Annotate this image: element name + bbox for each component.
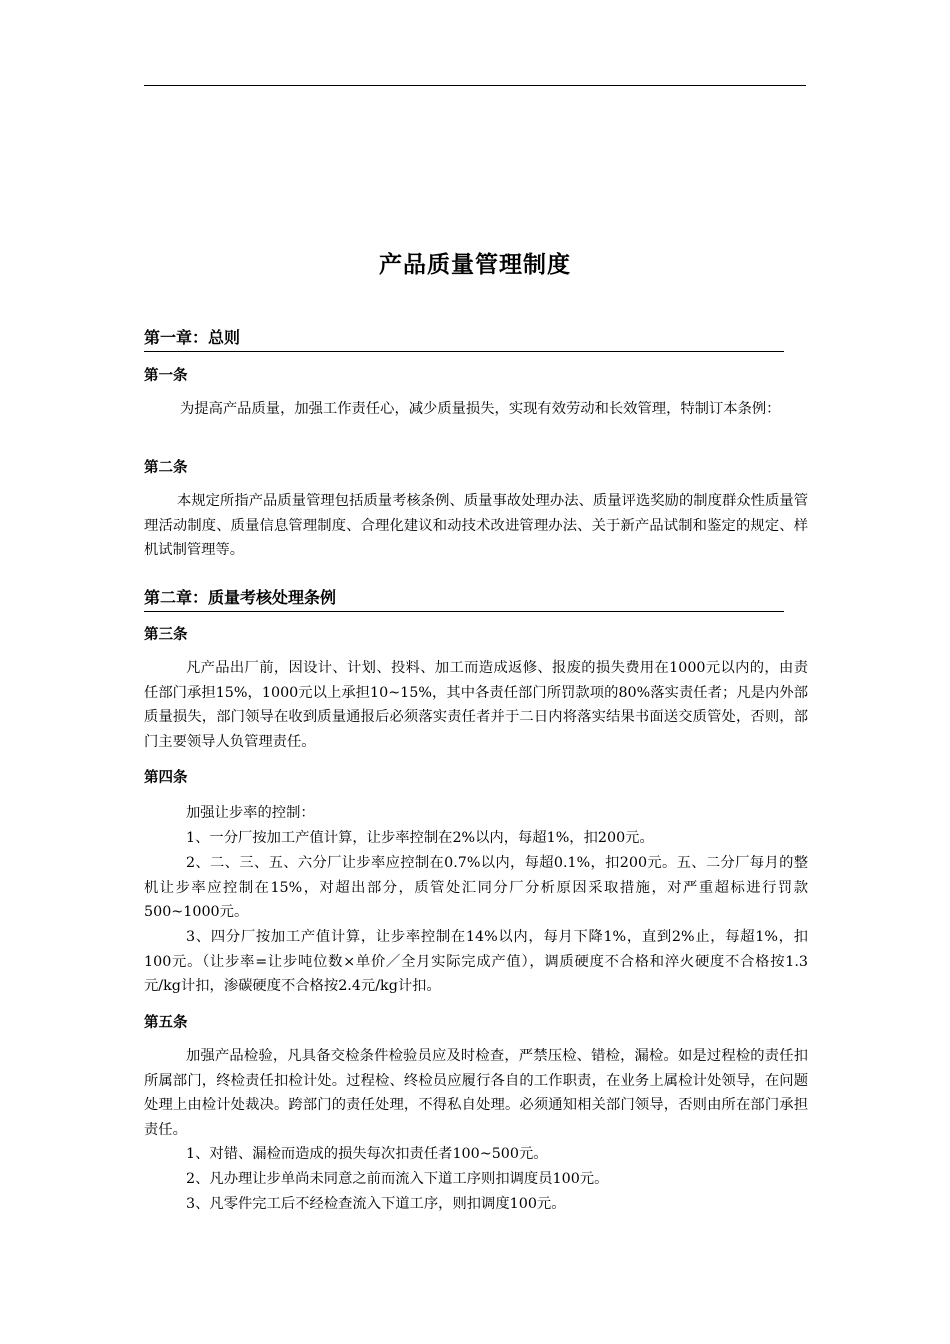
article-4-intro: 加强让步率的控制： (186, 805, 315, 821)
article-1-text: 为提高产品质量，加强工作责任心，减少质量损失，实现有效劳动和长效管理，特制订本条例： (180, 401, 781, 417)
article-4-item-2: 2、二、三、五、六分厂让步率应控制在0.7%以内，每超0.1%，扣200元。五、二分厂每月的整机让步率应控制在15%，对超出部分，质管处汇同分厂分析原因采取措施，对严重超标进行罚款500~1000元。 (144, 855, 808, 920)
article-5-item-2: 2、凡办理让步单尚未同意之前而流入下道工序则扣调度员100元。 (186, 1171, 609, 1187)
article-3-label: 第三条 (144, 627, 188, 643)
article-4-item-3: 3、四分厂按加工产值计算，让步率控制在14%以内，每月下降1%，直到2%止，每超1%，扣100元。（让步率=让步吨位数×单价／全月实际完成产值），调质硬度不合格和淬火硬度不合格按1.3元/kg计扣，渗碳硬度不合格按2.4元/kg计扣。 (144, 929, 808, 994)
header-rule (144, 85, 806, 86)
article-2-label: 第二条 (144, 460, 188, 476)
article-3-text: 凡产品出厂前，因设计、计划、投料、加工而造成返修、报废的损失费用在1000元以内的，由责任部门承担15%，1000元以上承担10~15%，其中各责任部门所罚款项的80%落实责任者；凡是内外部质量损失，部门领导在收到质量通报后必须落实责任者并于二日内将落实结果书面送交质管处，否则，部门主要领导人负管理责任。 (144, 660, 808, 750)
chapter-1-heading: 第一章：总则 (144, 328, 784, 352)
article-5-label: 第五条 (144, 1015, 188, 1031)
article-2-text: 本规定所指产品质量管理包括质量考核条例、质量事故处理办法、质量评选奖励的制度群众性质量管理活动制度、质量信息管理制度、合理化建议和动技术改进管理办法、关于新产品试制和鉴定的规定、样机试制管理等。 (144, 493, 808, 558)
article-5-text: 加强产品检验，凡具备交检条件检验员应及时检查，严禁压检、错检，漏检。如是过程检的责任扣所属部门，终检责任扣检计处。过程检、终检员应履行各自的工作职责，在业务上属检计处领导，在问题处理上由检计处裁决。跨部门的责任处理，不得私自处理。必须通知相关部门领导，否则由所在部门承担责任。 (144, 1048, 808, 1138)
article-4-label: 第四条 (144, 770, 188, 786)
article-5-item-1: 1、对错、漏检而造成的损失每次扣责任者100~500元。 (186, 1146, 548, 1162)
article-1-label: 第一条 (144, 368, 188, 384)
article-4-item-1: 1、一分厂按加工产值计算，让步率控制在2%以内，每超1%，扣200元。 (186, 830, 654, 846)
chapter-2-heading: 第二章：质量考核处理条例 (144, 588, 784, 612)
document-title: 产品质量管理制度 (379, 252, 571, 278)
article-5-item-3: 3、凡零件完工后不经检查流入下道工序，则扣调度100元。 (186, 1196, 566, 1212)
